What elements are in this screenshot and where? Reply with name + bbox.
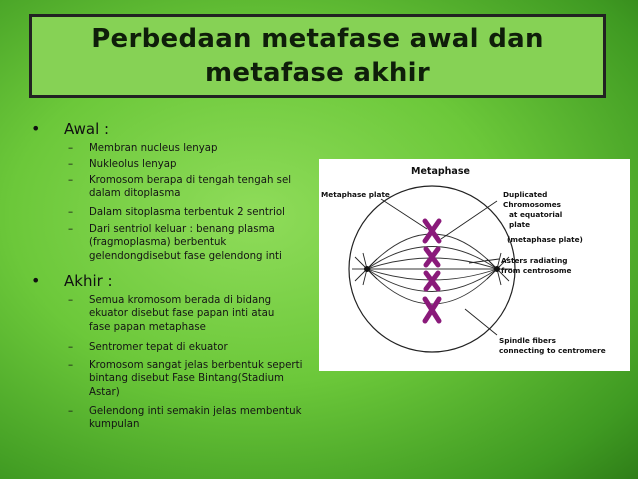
- metaphase-diagram: [319, 159, 630, 371]
- label-centrosome: from centrosome: [501, 266, 572, 275]
- centrosome-right: [494, 266, 500, 272]
- title-line-2: metafase akhir: [205, 58, 430, 88]
- dash-icon: –: [68, 175, 74, 186]
- label-equatorial: at equatorial: [509, 210, 563, 219]
- list-item: – Membran nucleus lenyap: [68, 143, 218, 154]
- label-duplicated: Duplicated: [503, 190, 548, 199]
- list-item: – Kromosom sangat jelas berbentuk seperti bintang disebut Fase Bintang(Stadium Astar): [68, 360, 303, 398]
- label-chromosomes: Chromosomes: [503, 200, 562, 209]
- label-spindle: Spindle fibers: [499, 336, 556, 345]
- dash-icon: –: [68, 207, 74, 218]
- list-item: – Sentromer tepat di ekuator: [68, 342, 228, 353]
- list-item: – Kromosom berapa di tengah tengah sel dalam ditoplasma: [68, 175, 292, 200]
- list-item: – Dalam sitoplasma terbentuk 2 sentriol: [68, 207, 285, 218]
- title-line-1: Perbedaan metafase awal dan: [91, 24, 544, 54]
- title-box: [29, 14, 606, 98]
- slide-title: [88, 22, 548, 90]
- dash-icon: –: [68, 342, 74, 353]
- label-centromere: connecting to centromere: [499, 346, 606, 355]
- dash-icon: –: [68, 295, 74, 306]
- section-heading-awal: • Awal :: [31, 119, 110, 138]
- list-item: – Nukleolus lenyap: [68, 159, 177, 170]
- centrosome-left: [364, 266, 370, 272]
- label-metaphase-plate: Metaphase plate: [321, 190, 390, 199]
- bullet-icon: •: [31, 271, 41, 290]
- list-item: – Dari sentriol keluar : benang plasma (fragmoplasma) berbentuk gelendongdisebut fase gelendong inti: [68, 224, 282, 262]
- dash-icon: –: [68, 224, 74, 235]
- diagram-title: Metaphase: [411, 166, 470, 177]
- chromosomes: [425, 221, 439, 321]
- label-metaphase-plate-paren: (metaphase plate): [507, 235, 583, 244]
- dash-icon: –: [68, 159, 74, 170]
- label-asters: Asters radiating: [501, 256, 568, 265]
- list-item: – Semua kromosom berada di bidang ekuator disebut fase papan inti atau fase papan metaphase: [68, 295, 275, 333]
- list-item: – Gelendong inti semakin jelas membentuk kumpulan: [68, 406, 302, 431]
- dash-icon: –: [68, 143, 74, 154]
- dash-icon: –: [68, 360, 74, 371]
- metaphase-illustration: [319, 159, 630, 371]
- bullet-icon: •: [31, 119, 41, 138]
- label-plate: plate: [509, 220, 531, 229]
- dash-icon: –: [68, 406, 74, 417]
- section-heading-akhir: • Akhir :: [31, 271, 113, 290]
- spindle-fibers: [367, 234, 497, 304]
